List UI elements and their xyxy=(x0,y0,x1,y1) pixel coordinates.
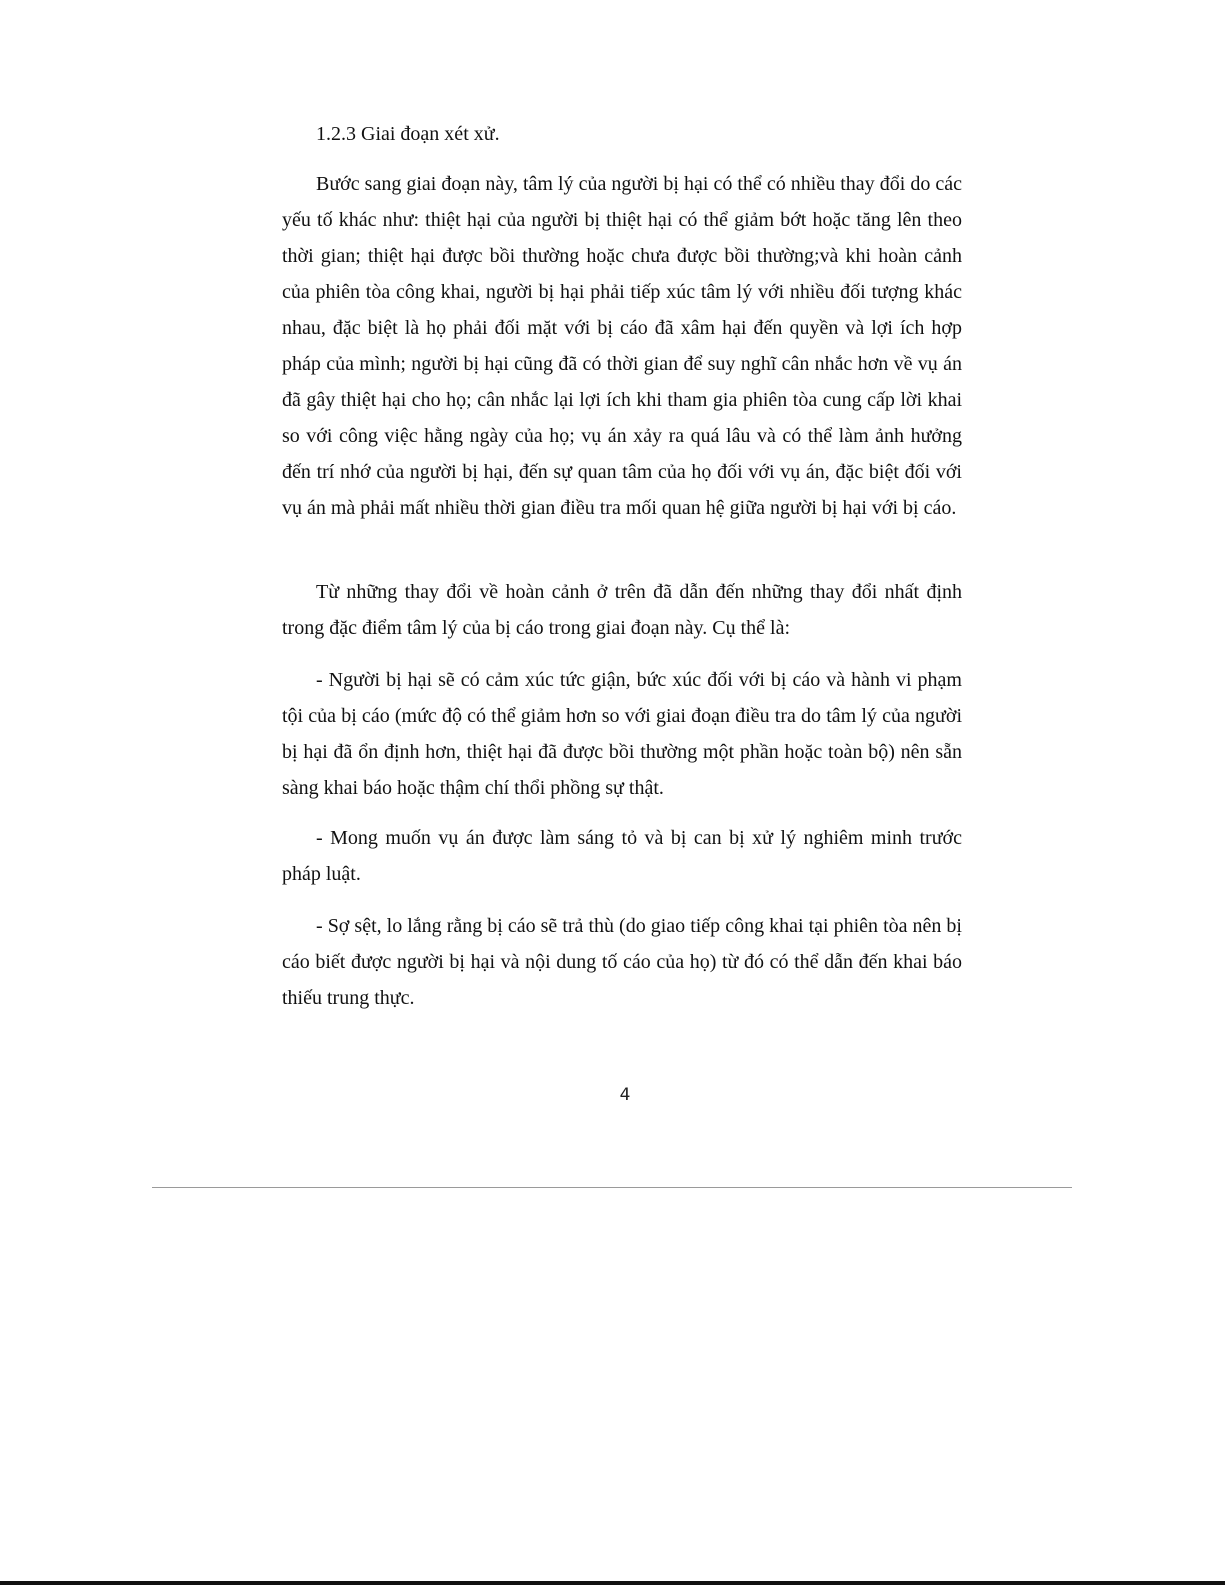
list-item-anger: - Người bị hại sẽ có cảm xúc tức giận, bức xúc đối với bị cáo và hành vi phạm tội của bị cáo (mức độ có thể giảm hơn so với giai đoạn điều tra do tâm lý của người bị hại đã ổn định hơn, thiệt hại đã được bồi thường một phần hoặc toàn bộ) nên sẵn sàng khai báo hoặc thậm chí thổi phồng sự thật. xyxy=(282,669,962,799)
page-bottom-edge xyxy=(0,1581,1225,1585)
paragraph-trial-stage-psychology: Bước sang giai đoạn này, tâm lý của người bị hại có thể có nhiều thay đổi do các yếu tố khác như: thiệt hại của người bị thiệt hại có thể giảm bớt hoặc tăng lên theo thời gian; thiệt hại được bồi thường hoặc chưa được bồi thường;và khi hoàn cảnh của phiên tòa công khai, người bị hại phải tiếp xúc tâm lý với nhiều đối tượng khác nhau, đặc biệt là họ phải đối mặt với bị cáo đã xâm hại đến quyền và lợi ích hợp pháp của mình; người bị hại cũng đã có thời gian để suy nghĩ cân nhắc hơn về vụ án đã gây thiệt hại cho họ; cân nhắc lại lợi ích khi tham gia phiên tòa cung cấp lời khai so với công việc hằng ngày của họ; vụ án xảy ra quá lâu và có thể làm ảnh hưởng đến trí nhớ của người bị hại, đến sự quan tâm của họ đối với vụ án, đặc biệt đối với vụ án mà phải mất nhiều thời gian điều tra mối quan hệ giữa người bị hại với bị cáo. xyxy=(282,173,962,519)
list-item-fear-revenge: - Sợ sệt, lo lắng rằng bị cáo sẽ trả thù (do giao tiếp công khai tại phiên tòa nên bị cáo biết được người bị hại và nội dung tố cáo của họ) từ đó có thể dẫn đến khai báo thiếu trung thực. xyxy=(282,915,962,1009)
list-item-desire-justice: - Mong muốn vụ án được làm sáng tỏ và bị can bị xử lý nghiêm minh trước pháp luật. xyxy=(282,827,962,885)
page-number: 4 xyxy=(619,1085,631,1105)
paragraph-changes-summary: Từ những thay đổi về hoàn cảnh ở trên đã dẫn đến những thay đổi nhất định trong đặc điểm tâm lý của bị cáo trong giai đoạn này. Cụ thể là: xyxy=(282,581,962,639)
section-heading: 1.2.3 Giai đoạn xét xử. xyxy=(316,123,500,145)
page-divider xyxy=(152,1187,1072,1188)
